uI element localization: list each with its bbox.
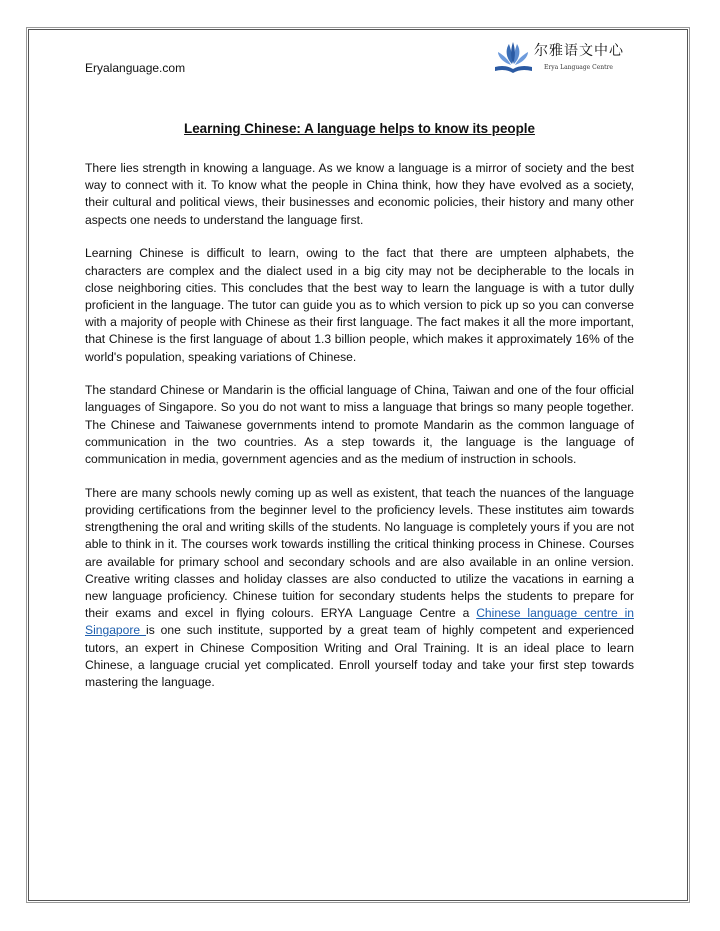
paragraph: Learning Chinese is difficult to learn, owing to the fact that there are umpteen alphabets, the characters are complex and the dialect used in a big city may not be decipherable to the locals in close neighboring cities. This concludes that the best way to learn the language is with a tutor dully proficient in the language. The tutor can guide you as to which version to pick up so you can converse with a majority of people with Chinese as their first language. The fact makes it all the more important, that Chinese is the first language of about 1.3 billion people, which makes it approximately 16% of the world's population, speaking variations of Chinese. bbox=[85, 246, 634, 364]
paragraph-text: is one such institute, supported by a great team of highly competent and experienced tutors, an expert in Chinese Composition Writing and Oral Training. It is an ideal place to learn Chinese, a language crucial yet complicated. Enroll yourself today and take your first step towards mastering the language. bbox=[85, 623, 635, 689]
logo-english-text: Erya Language Centre bbox=[544, 64, 613, 71]
logo bbox=[492, 40, 632, 76]
paragraph bbox=[85, 485, 634, 691]
paragraph: The standard Chinese or Mandarin is the official language of China, Taiwan and one of the four official languages of Singapore. So you do not want to miss a language that brings so many people together. The Chinese and Taiwanese governments intend to promote Mandarin as the common language of communication in the two countries. As a step towards it, the language is the language of communication in media, government agencies and as the medium of instruction in schools. bbox=[85, 383, 634, 467]
site-header[interactable]: Eryalanguage.com bbox=[85, 61, 186, 75]
chinese-language-centre-link[interactable]: Chinese language centre in Singapore bbox=[85, 606, 634, 638]
paragraph-text: There are many schools newly coming up as well as existent, that teach the nuances of the language providing certifications from the beginner level to the proficiency levels. These institutes aim towards strengthening the oral and writing skills of the students. No language is completely yours if you are not able to think in it. The courses work towards instilling the critical thinking process in Chinese. Courses are available for primary school and secondary schools and are also available in an online version. Creative writing classes and holiday classes are also conducted to utilize the vacations in earning a new language proficiency. Chinese tuition for secondary students helps the students to prepare for their exams and excel in flying colours. ERYA Language Centre a bbox=[85, 485, 634, 621]
article-title: Learning Chinese: A language helps to know its people bbox=[184, 121, 535, 136]
lotus-book-icon bbox=[492, 40, 536, 76]
article-body bbox=[85, 160, 634, 708]
logo-chinese-text: 尔雅语文中心 bbox=[534, 43, 624, 59]
paragraph: There lies strength in knowing a language. As we know a language is a mirror of society and the best way to connect with it. To know what the people in China think, how they have evolved as a society, their cultural and political views, their businesses and economic policies, their history and many other aspects one needs to understand the language first. bbox=[85, 161, 634, 227]
